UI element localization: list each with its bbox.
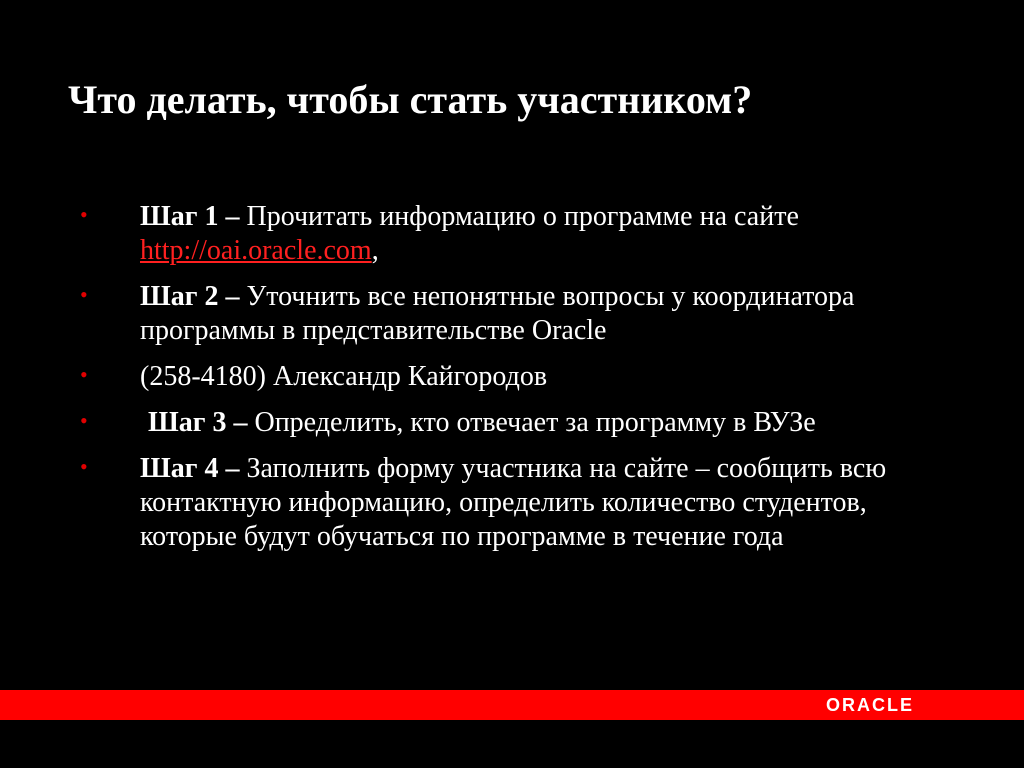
bullet-step-2 <box>80 280 940 348</box>
oracle-oai-link[interactable]: http://oai.oracle.com <box>140 235 372 266</box>
step-label: Шаг 4 – <box>140 453 240 484</box>
bullet-icon: • <box>80 362 88 387</box>
slide-title: Что делать, чтобы стать участником? <box>68 77 753 122</box>
footer-bar <box>0 690 1024 720</box>
bullet-step-3 <box>80 406 940 440</box>
bullet-contact <box>80 360 940 394</box>
bullet-icon: • <box>80 454 88 479</box>
step-label: Шаг 1 – <box>140 201 240 232</box>
step-text-suffix: , <box>371 235 379 266</box>
bullet-list <box>80 200 940 566</box>
bullet-step-1 <box>80 200 940 268</box>
bullet-icon: • <box>80 282 88 307</box>
step-text: Уточнить все непонятные вопросы у координатора программы в представительстве Oracle <box>140 281 855 346</box>
oracle-logo: ORACLE <box>826 695 914 715</box>
bullet-step-4 <box>80 452 940 554</box>
step-text: Заполнить форму участника на сайте – сообщить всю контактную информацию, определить количество студентов, которые будут обучаться по программе в течение года <box>140 453 887 552</box>
contact-text: (258-4180) Александр Кайгородов <box>140 361 548 392</box>
bullet-icon: • <box>80 408 88 433</box>
step-text: Определить, кто отвечает за программу в ВУЗе <box>247 407 816 438</box>
step-text: Прочитать информацию о программе на сайте <box>239 201 799 232</box>
bullet-icon: • <box>80 202 88 227</box>
step-label: Шаг 2 – <box>140 281 240 312</box>
step-label: Шаг 3 – <box>148 407 248 438</box>
